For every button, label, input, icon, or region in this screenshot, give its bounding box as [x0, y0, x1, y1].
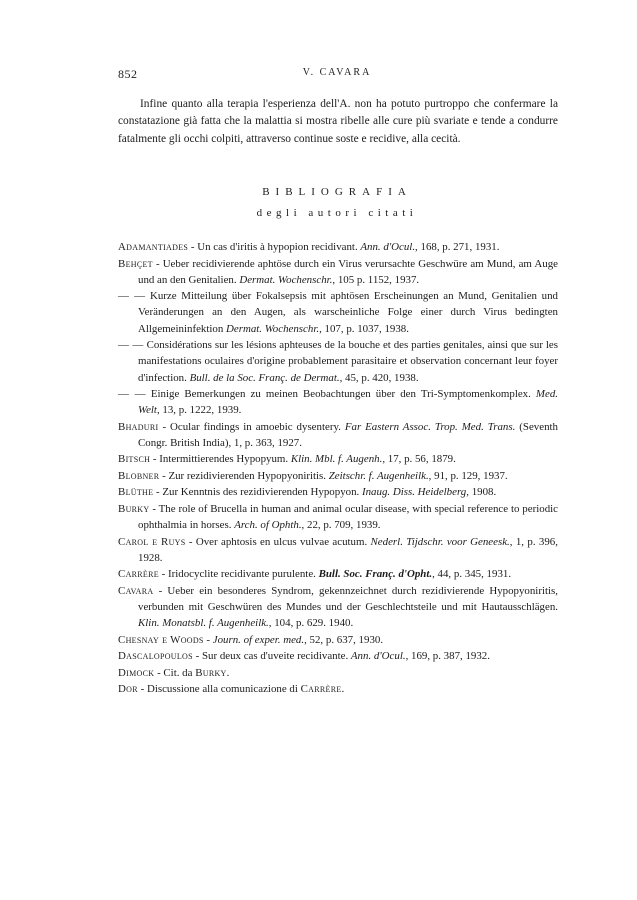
- entry-source: Bull. Soc. Franç. d'Opht.: [318, 568, 433, 581]
- entry-source: Dermat. Wochenschr.: [226, 322, 320, 335]
- bib-entry: Blobner - Zur rezidivierenden Hypopyoniritis. Zeitschr. f. Augenheilk., 91, p. 129, 1937.: [118, 469, 508, 482]
- entry-title: The role of Brucella in human and animal ocular disease, with special reference to periodic ophthalmia in horses.: [138, 502, 558, 532]
- entry-author: Carrère: [118, 568, 159, 581]
- entry-author: Dimock: [118, 666, 155, 679]
- bibliography-heading: BIBLIOGRAFIA: [262, 186, 412, 198]
- bib-entry: Adamantiades - Un cas d'iritis à hypopion recidivant. Ann. d'Ocul., 168, p. 271, 1931.: [118, 241, 500, 253]
- entry-details: , 45, p. 420, 1938.: [339, 371, 419, 384]
- entry-author: Carol e Ruys: [118, 535, 186, 548]
- entry-details: , 1908.: [466, 486, 497, 499]
- bib-entry: Carrère - Iridocyclite recidivante purulente. Bull. Soc. Franç. d'Opht., 44, p. 345, 1931.: [118, 568, 512, 581]
- bib-entry: Bhaduri - Ocular findings in amoebic dysentery. Far Eastern Assoc. Trop. Med. Trans. (Seventh Congr. British India), 1, p. 363, 1927.: [118, 420, 558, 449]
- running-head: V. CAVARA: [302, 67, 372, 78]
- entry-author: Adamantiades: [118, 241, 189, 253]
- bib-entry: Dor - Discussione alla comunicazione di Carrère.: [118, 683, 345, 696]
- entry-details: , 107, p. 1037, 1938.: [319, 322, 409, 335]
- entry-details: , 1, p. 396, 1928.: [138, 535, 558, 564]
- entry-details: , 52, p. 637, 1930.: [304, 633, 384, 646]
- entry-title: Zur Kenntnis des rezidivierenden Hypopyon.: [162, 486, 362, 499]
- bib-entry: Behçet - Ueber recidivierende aphtöse durch ein Virus verursachte Geschwüre am Mund, am Auge und an den Genitalien. Dermat. Wochenschr., 105 p. 1152, 1937.: [118, 257, 558, 286]
- entry-source: Klin. Monatsbl. f. Augenheilk.: [138, 617, 269, 630]
- entry-source: Journ. of exper. med.: [212, 633, 305, 646]
- page-header: [118, 67, 556, 83]
- entry-title: Intermittierendes Hypopyum.: [159, 453, 291, 466]
- intro-paragraph: [118, 96, 558, 148]
- entry-source: Arch. of Ophth.: [234, 519, 302, 532]
- entry-source: Far Eastern Assoc. Trop. Med. Trans.: [344, 420, 516, 433]
- entry-source: Klin. Mbl. f. Augenh.: [290, 453, 383, 466]
- entry-source: Dermat. Wochenschr.: [239, 273, 333, 286]
- entry-source: Ann. d'Ocul.: [360, 241, 416, 253]
- entry-source: Ann. d'Ocul.: [350, 650, 406, 663]
- entry-details: , 105 p. 1152, 1937.: [332, 273, 420, 286]
- entry-title: Zur rezidivierenden Hypopyoniritis.: [168, 469, 329, 482]
- bib-entry: Chesnay e Woods - Journ. of exper. med., 52, p. 637, 1930.: [118, 633, 384, 646]
- entry-details: , 13, p. 1222, 1939.: [156, 404, 242, 417]
- entry-title: Considérations sur les lésions aphteuses de la bouche et des parties genitales, ainsi que sur les manifestations oculaires d'origine probablement parasitaire et observation concernant leur foyer d'infection.: [138, 339, 558, 384]
- entry-details: , 169, p. 387, 1932.: [405, 650, 490, 663]
- entry-title: Un cas d'iritis à hypopion recidivant.: [197, 241, 361, 253]
- entry-title: Discussione alla comunicazione di: [146, 683, 301, 696]
- entry-author: Blobner: [118, 469, 160, 482]
- page-number: 852: [118, 67, 138, 81]
- bib-entry: [118, 386, 558, 418]
- entry-author: Behçet: [118, 257, 153, 270]
- entry-title: Iridocyclite recidivante purulente.: [168, 568, 319, 581]
- entry-author: — —: [118, 388, 146, 401]
- bib-entry: Blüthe - Zur Kenntnis des rezidivierenden Hypopyon. Inaug. Diss. Heidelberg, 1908.: [118, 486, 497, 499]
- entry-author: — —: [118, 339, 144, 352]
- entry-title: Ueber ein besonderes Syndrom, gekennzeichnet durch rezidivierende Hypopyoniritis, verbunden mit Geschwüren des Mundes und der Geschlechtsteile und mit Hautausschlägen.: [138, 584, 558, 614]
- entry-author: Chesnay e Woods: [118, 633, 204, 646]
- bib-entry: [118, 288, 558, 337]
- intro-text: Infine quanto alla terapia l'esperienza dell'A. non ha potuto purtroppo che confermare la constatazione già fatta che la malattia si mostra ribelle alle cure più svariate e tende a condurre fatalmente gli occhi colpiti, attraverso continue soste e recidive, alla cecità.: [118, 98, 558, 145]
- bib-entry: Carol e Ruys - Over aphtosis en ulcus vulvae acutum. Nederl. Tijdschr. voor Geneesk., 1, p. 396, 1928.: [118, 535, 558, 564]
- bib-entry: Burky - The role of Brucella in human and animal ocular disease, with special reference to periodic ophthalmia in horses. Arch. of Ophth., 22, p. 709, 1939.: [118, 502, 558, 532]
- bib-entry: [118, 337, 558, 386]
- bibliography-subheading: degli autori citati: [256, 207, 418, 219]
- entry-title: Cit. da: [163, 666, 196, 679]
- entry-source: Bull. de la Soc. Franç. de Dermat.: [189, 371, 340, 384]
- bibliography-list: [118, 239, 558, 698]
- bib-entry: Cavara - Ueber ein besonderes Syndrom, gekennzeichnet durch rezidivierende Hypopyoniritis, verbunden mit Geschwüren des Mundes und der Geschlechtsteile und mit Hautausschlägen. Klin. Monatsbl. f. Augenheilk., 104, p. 629. 1940.: [118, 584, 558, 630]
- entry-title: Ocular findings in amoebic dysentery.: [170, 420, 345, 433]
- entry-title: Ueber recidivierende aphtöse durch ein Virus verursachte Geschwüre am Mund, am Auge und an den Genitalien.: [138, 257, 558, 286]
- entry-source: Zeitschr. f. Augenheilk.: [328, 469, 429, 482]
- entry-details: , 104, p. 629. 1940.: [268, 617, 354, 630]
- entry-author: Dascalopoulos: [118, 650, 193, 663]
- entry-title: Einige Bemerkungen zu meinen Beobachtungen über den Tri-Symptomenkomplex.: [150, 388, 536, 401]
- entry-details: , 91, p. 129, 1937.: [428, 469, 508, 482]
- entry-author: Burky: [118, 502, 150, 515]
- bib-entry: Dascalopoulos - Sur deux cas d'uveite recidivante. Ann. d'Ocul., 169, p. 387, 1932.: [118, 650, 490, 663]
- entry-details: , 44, p. 345, 1931.: [432, 568, 512, 581]
- bib-entry: Bitsch - Intermittierendes Hypopyum. Klin. Mbl. f. Augenh., 17, p. 56, 1879.: [118, 453, 456, 466]
- entry-title: Kurze Mitteilung über Fokalsepsis mit aphtösen Erscheinungen an Mund, Genitalien und Veränderungen an den Augen, als warscheinliche Folge einer durch Virus bedingten Allgemeininfektion: [138, 290, 558, 335]
- entry-title: Sur deux cas d'uveite recidivante.: [201, 650, 351, 663]
- entry-author: Dor: [118, 683, 138, 696]
- entry-author: Cavara: [118, 584, 154, 597]
- entry-details: (Seventh Congr. British India), 1, p. 363, 1927.: [138, 420, 558, 449]
- entry-crossref: Burky.: [195, 666, 230, 679]
- entry-crossref: Carrère.: [300, 683, 345, 696]
- entry-source: Inaug. Diss. Heidelberg: [361, 486, 467, 499]
- entry-author: Blüthe: [118, 486, 154, 499]
- entry-source: Med. Welt: [138, 388, 558, 417]
- entry-author: — —: [118, 290, 146, 303]
- entry-details: , 22, p. 709, 1939.: [301, 519, 381, 532]
- entry-details: , 168, p. 271, 1931.: [415, 241, 500, 253]
- bib-entry: Dimock - Cit. da Burky.: [118, 666, 230, 679]
- entry-title: Over aphtosis en ulcus vulvae acutum.: [195, 535, 371, 548]
- entry-author: Bitsch: [118, 453, 151, 466]
- entry-source: Nederl. Tijdschr. voor Geneesk.: [370, 535, 510, 548]
- entry-author: Bhaduri: [118, 420, 159, 433]
- entry-details: , 17, p. 56, 1879.: [382, 453, 456, 466]
